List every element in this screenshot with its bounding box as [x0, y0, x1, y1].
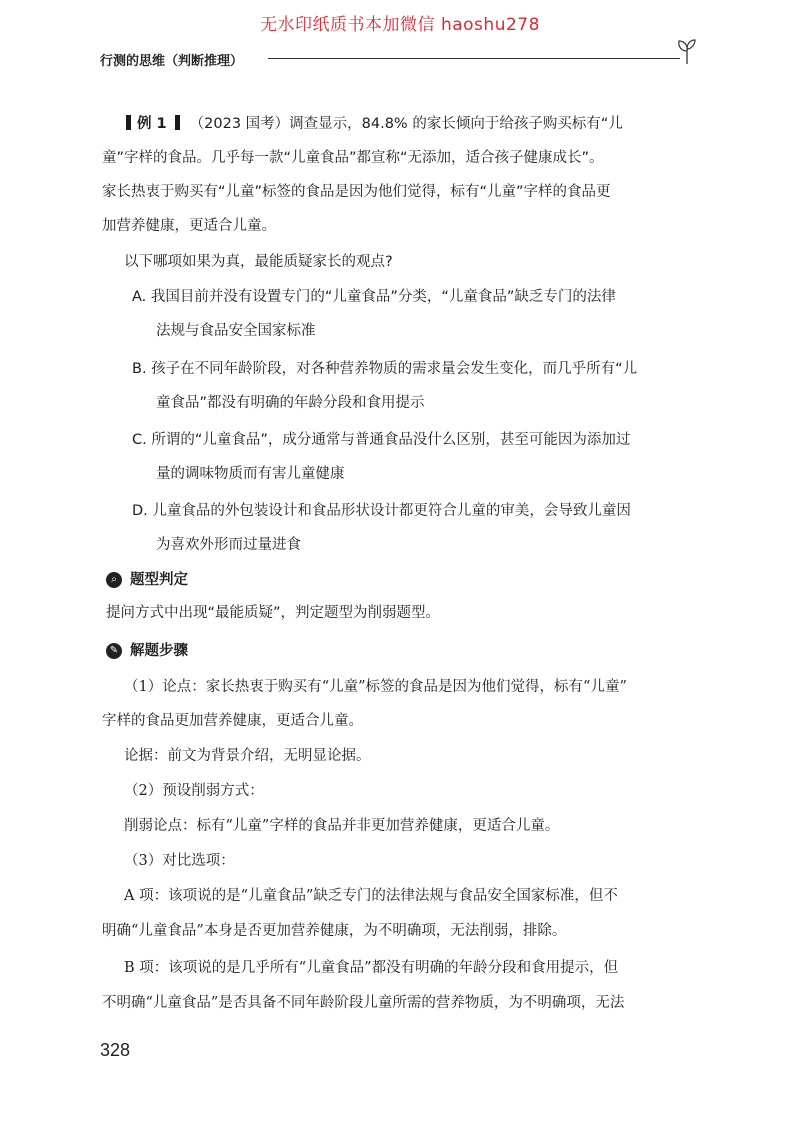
option-d-line2: 为喜欢外形而过量进食 — [156, 537, 301, 553]
solution-line: B 项：该项说的是几乎所有“儿童食品”都没有明确的年龄分段和食用提示，但 — [124, 960, 619, 976]
paragraph-line: 加营养健康，更适合儿童。 — [102, 218, 276, 234]
bar-marker — [126, 115, 131, 130]
section-title-steps: 解题步骤 — [130, 643, 188, 659]
bar-marker — [175, 115, 180, 130]
option-c-line2: 量的调味物质而有害儿童健康 — [156, 466, 345, 482]
running-head: 行测的思维（判断推理） — [100, 54, 244, 69]
example-source: （2023 国考）调查显示，84.8% 的家长倾向于给孩子购买标有“儿 — [189, 116, 623, 132]
option-c-line1: C. 所谓的“儿童食品”，成分通常与普通食品没什么区别，甚至可能因为添加过 — [132, 432, 631, 448]
solution-line: 不明确“儿童食品”是否具备不同年龄阶段儿童所需的营养物质，为不明确项，无法 — [102, 995, 625, 1011]
option-d-line1: D. 儿童食品的外包装设计和食品形状设计都更符合儿童的审美，会导致儿童因 — [132, 503, 631, 519]
option-b-line1: B. 孩子在不同年龄阶段，对各种营养物质的需求量会发生变化，而几乎所有“儿 — [132, 361, 638, 377]
solution-line: （1）论点：家长热衷于购买有“儿童”标签的食品是因为他们觉得，标有“儿童” — [124, 679, 627, 695]
option-b-line2: 童食品”都没有明确的年龄分段和食用提示 — [156, 395, 425, 411]
paragraph-line: 童”字样的食品。几乎每一款“儿童食品”都宣称“无添加，适合孩子健康成长”。 — [102, 150, 604, 166]
solution-line: 论据：前文为背景介绍，无明显论据。 — [124, 748, 371, 764]
sprout-icon — [676, 36, 698, 66]
option-a-line2: 法规与食品安全国家标准 — [156, 323, 316, 339]
section-title-type: 题型判定 — [130, 572, 188, 588]
example-header — [124, 114, 623, 134]
solution-line: A 项：该项说的是“儿童食品”缺乏专门的法律法规与食品安全国家标准，但不 — [124, 888, 618, 904]
steps-icon: ✎ — [106, 643, 122, 659]
paragraph-line: 家长热衷于购买有“儿童”标签的食品是因为他们觉得，标有“儿童”字样的食品更 — [102, 184, 611, 200]
page-number: 328 — [100, 1040, 131, 1060]
solution-line: （2）预设削弱方式： — [124, 783, 264, 799]
type-body: 提问方式中出现“最能质疑”，判定题型为削弱题型。 — [106, 605, 441, 621]
watermark: 无水印纸质书本加微信 haoshu278 — [260, 15, 540, 35]
solution-line: 明确“儿童食品”本身是否更加营养健康，为不明确项，无法削弱，排除。 — [102, 923, 567, 939]
solution-line: 削弱论点：标有“儿童”字样的食品并非更加营养健康，更适合儿童。 — [124, 818, 560, 834]
solution-line: （3）对比选项： — [124, 853, 235, 869]
search-icon: ⌕ — [106, 572, 122, 588]
option-a-line1: A. 我国目前并没有设置专门的“儿童食品”分类，“儿童食品”缺乏专门的法律 — [132, 289, 616, 305]
example-label: 例 1 — [137, 116, 167, 132]
question-text: 以下哪项如果为真，最能质疑家长的观点? — [124, 254, 393, 270]
header-rule — [268, 58, 680, 59]
solution-line: 字样的食品更加营养健康，更适合儿童。 — [102, 713, 363, 729]
